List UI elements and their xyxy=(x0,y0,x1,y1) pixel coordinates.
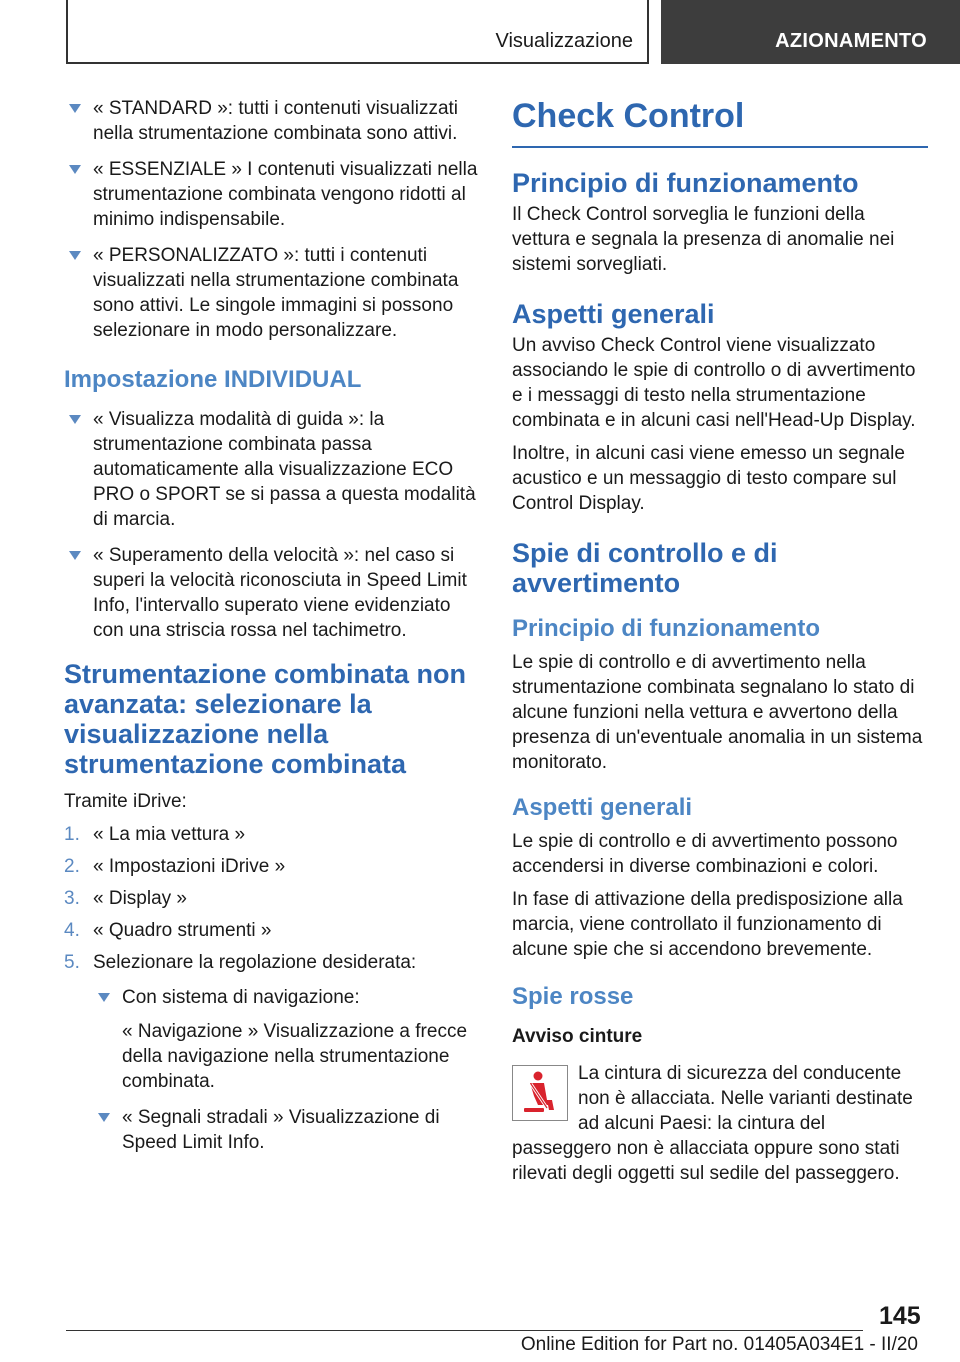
triangle-bullet-icon xyxy=(69,415,81,424)
setting-options-list xyxy=(93,985,480,1155)
header-section-tab xyxy=(66,0,649,64)
step-item: 4. « Quadro strumenti » xyxy=(64,920,272,941)
step-item: 1. « La mia vettura » xyxy=(64,824,246,845)
individual-list xyxy=(64,407,480,643)
spie-heading: Spie di controllo e di avvertimento xyxy=(512,538,778,598)
avviso-cinture-text: La cintura di sicurezza del conducente non è allacciata. Nelle varianti destinate ad alcuni Paesi: la cintura del passeggero non è allacciata oppure sono stati rilevati degli oggetti sul sedile del passeggero. xyxy=(512,1063,913,1184)
idrive-intro: Tramite iDrive: xyxy=(64,791,187,812)
list-item: Con sistema di navigazione: « Navigazione » Visualizzazione a frecce della navigazione nella strumentazione combinata. xyxy=(93,985,480,1094)
list-item: « PERSONALIZZATO »: tutti i contenuti visualizzati nella strumentazione combinata sono attivi. Le singole immagini si possono selezionare in modo personalizzare. xyxy=(64,243,480,343)
spie-principio-text: Le spie di controllo e di avvertimento nella strumentazione combinata segnalano lo stato di alcune funzioni nella vettura e avvertono della presenza di un'eventuale anomalia in un sistema monitorato. xyxy=(512,652,923,773)
triangle-bullet-icon xyxy=(69,165,81,174)
page-title: Check Control xyxy=(512,96,928,148)
aspetti-text-2: Inoltre, in alcuni casi viene emesso un segnale acustico e un messaggio di testo compare sul Control Display. xyxy=(512,443,905,514)
display-mode-list xyxy=(64,96,480,343)
list-item: « STANDARD »: tutti i contenuti visualizzati nella strumentazione combinata sono attivi. xyxy=(64,96,480,146)
left-column xyxy=(64,96,480,1166)
step-item: 2. « Impostazioni iDrive » xyxy=(64,856,286,877)
footer-divider xyxy=(66,1330,863,1331)
steps-list xyxy=(64,822,480,1155)
section-title: Visualizzazione xyxy=(495,30,633,52)
triangle-bullet-icon xyxy=(69,551,81,560)
nonadvanced-heading: Strumentazione combinata non avanzata: selezionare la visualizzazione nella strumentazione combinata xyxy=(64,659,467,779)
avviso-cinture-heading: Avviso cinture xyxy=(512,1026,643,1047)
list-item: « Superamento della velocità »: nel caso si superi la velocità riconosciuta in Speed Limit Info, l'intervallo superato viene evidenziato con una striscia rossa nel tachimetro. xyxy=(64,543,480,643)
step-item: 5. Selezionare la regolazione desiderata: Con sistema di navigazione: « Navigazione » Visualizzazione a frecce della navigazione nella strumentazione combinata. « Segnali stradali » Visualizzazione di Speed Limit Info. xyxy=(64,950,480,1155)
triangle-bullet-icon xyxy=(69,104,81,113)
navigation-detail: « Navigazione » Visualizzazione a frecce della navigazione nella strumentazione combinata. xyxy=(122,1021,468,1092)
principio-heading: Principio di funzionamento xyxy=(512,168,859,198)
list-item: « Visualizza modalità di guida »: la strumentazione combinata passa automaticamente alla visualizzazione ECO PRO o SPORT se si passa a questa modalità di marcia. xyxy=(64,407,480,532)
list-item: « Segnali stradali » Visualizzazione di Speed Limit Info. xyxy=(93,1105,480,1155)
spie-principio-heading: Principio di funzionamento xyxy=(512,615,820,642)
list-item: « ESSENZIALE » I contenuti visualizzati nella strumentazione combinata vengono ridotti al minimo indispensabile. xyxy=(64,157,480,232)
aspetti-text-1: Un avviso Check Control viene visualizzato associando le spie di controllo o di avvertimento e i messaggi di testo nella strumentazione combinata e in alcuni casi nell'Head-Up Display. xyxy=(512,335,916,431)
spie-aspetti-heading: Aspetti generali xyxy=(512,794,693,821)
seatbelt-warning-block xyxy=(512,1061,928,1186)
footer-edition: Online Edition for Part no. 01405A034E1 - II/20 xyxy=(520,1334,918,1355)
principio-text: Il Check Control sorveglia le funzioni della vettura e segnala la presenza di anomalie nei sistemi sorvegliati. xyxy=(512,204,895,275)
individual-heading: Impostazione INDIVIDUAL xyxy=(64,366,362,393)
triangle-bullet-icon xyxy=(98,993,110,1002)
triangle-bullet-icon xyxy=(69,251,81,260)
spie-rosse-heading: Spie rosse xyxy=(512,983,634,1010)
chapter-title: AZIONAMENTO xyxy=(775,30,927,52)
spie-aspetti-text-2: In fase di attivazione della predisposizione alla marcia, viene controllato il funzionamento di alcune spie che si accendono brevemente. xyxy=(512,889,903,960)
right-column xyxy=(512,96,928,1194)
aspetti-heading: Aspetti generali xyxy=(512,299,715,329)
header-chapter-tab xyxy=(661,0,960,64)
page-number: 145 xyxy=(879,1302,921,1330)
spie-aspetti-text-1: Le spie di controllo e di avvertimento possono accendersi in diverse combinazioni e colori. xyxy=(512,831,898,877)
step-item: 3. « Display » xyxy=(64,888,187,909)
seatbelt-warning-icon xyxy=(512,1065,568,1121)
triangle-bullet-icon xyxy=(98,1113,110,1122)
